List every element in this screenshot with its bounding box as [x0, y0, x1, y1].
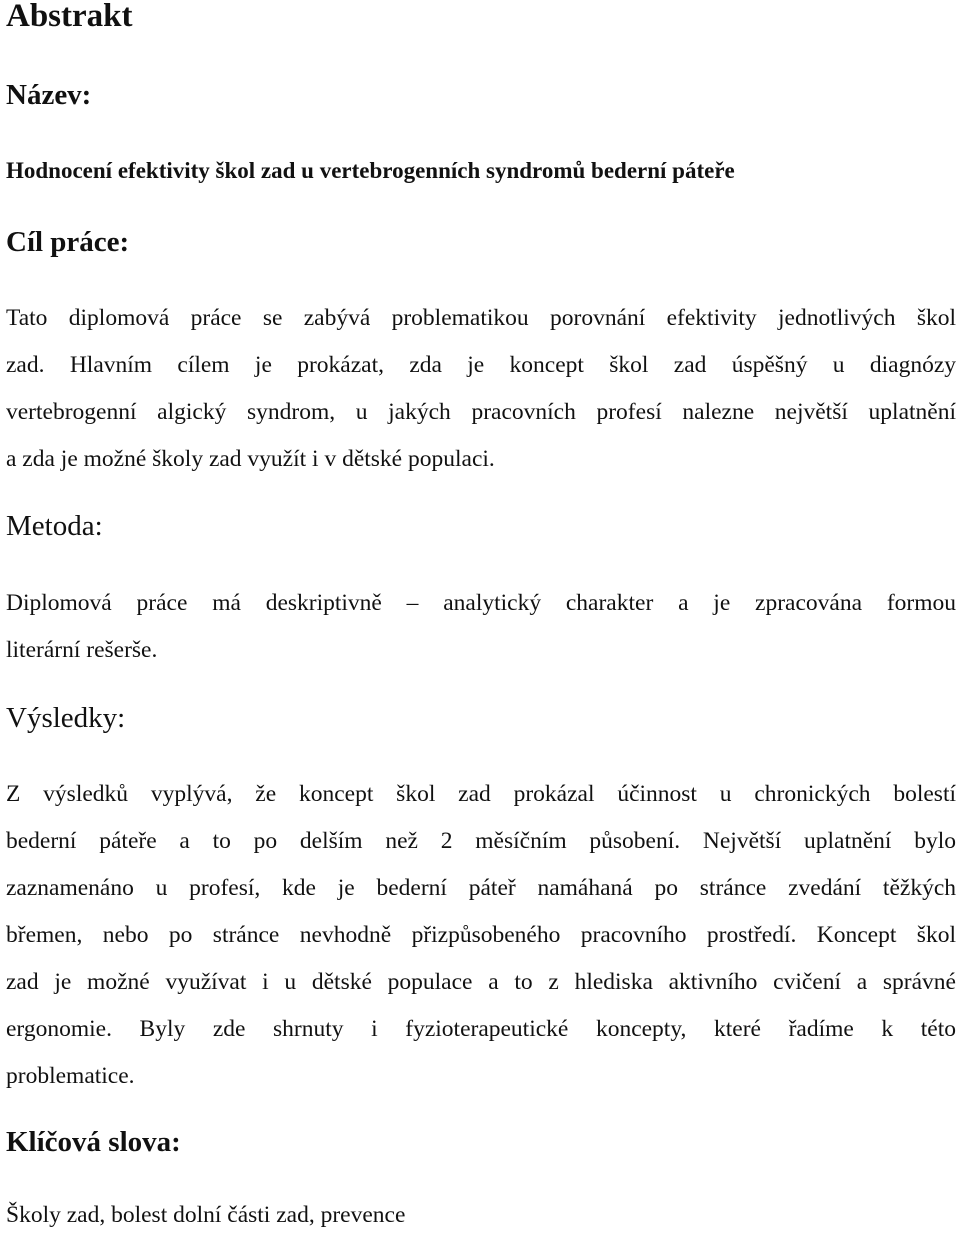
cil-prace-paragraph — [6, 295, 956, 483]
paragraph-line: ergonomie. Byly zde shrnuty i fyzioterapeutické koncepty, které řadíme k této — [6, 1016, 956, 1042]
paragraph-line: zad je možné využívat i u dětské populace a to z hlediska aktivního cvičení a správné — [6, 969, 956, 995]
paragraph-line: Tato diplomová práce se zabývá problematikou porovnání efektivity jednotlivých škol — [6, 305, 956, 331]
paragraph-line: a zda je možné školy zad využít i v dětské populaci. — [6, 446, 495, 472]
thesis-title: Hodnocení efektivity škol zad u vertebrogenních syndromů bederní páteře — [6, 158, 735, 183]
vysledky-paragraph — [6, 771, 956, 1100]
paragraph-line: problematice. — [6, 1063, 135, 1089]
paragraph-line: literární rešerše. — [6, 637, 158, 663]
section-heading-vysledky: Výsledky: — [6, 702, 126, 734]
keywords-text: Školy zad, bolest dolní části zad, prevence — [6, 1202, 406, 1228]
metoda-paragraph — [6, 580, 956, 674]
paragraph-line: bederní páteře a to po delším než 2 měsíčním působení. Největší uplatnění bylo — [6, 828, 956, 854]
section-heading-cil-prace: Cíl práce: — [6, 226, 130, 258]
paragraph-line: Z výsledků vyplývá, že koncept škol zad prokázal účinnost u chronických bolestí — [6, 781, 956, 807]
section-heading-metoda: Metoda: — [6, 510, 103, 542]
paragraph-line: zaznamenáno u profesí, kde je bederní páteř namáhaná po stránce zvedání těžkých — [6, 875, 956, 901]
page-title: Abstrakt — [6, 0, 133, 34]
paragraph-line: Diplomová práce má deskriptivně – analytický charakter a je zpracována formou — [6, 590, 956, 616]
paragraph-line: břemen, nebo po stránce nevhodně přizpůsobeného pracovního prostředí. Koncept škol — [6, 922, 956, 948]
section-heading-klicova-slova: Klíčová slova: — [6, 1126, 181, 1158]
paragraph-line: vertebrogenní algický syndrom, u jakých pracovních profesí nalezne největší uplatnění — [6, 399, 956, 425]
paragraph-line: zad. Hlavním cílem je prokázat, zda je koncept škol zad úspěšný u diagnózy — [6, 352, 956, 378]
section-heading-nazev: Název: — [6, 79, 92, 111]
